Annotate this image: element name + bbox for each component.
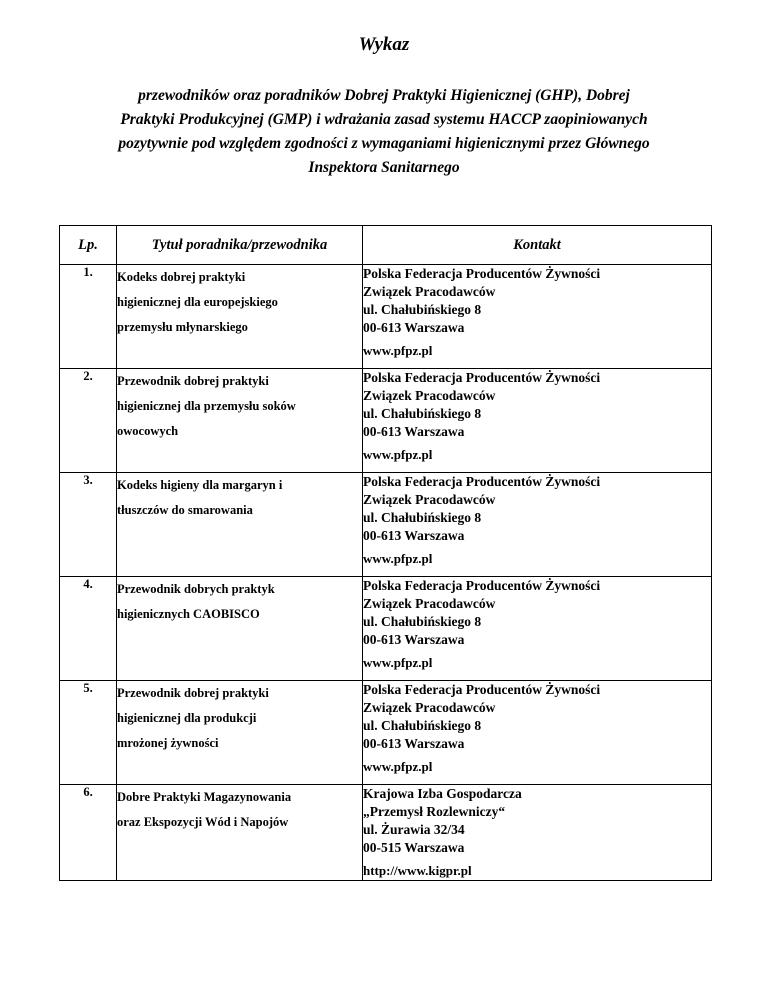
table-row — [60, 369, 712, 473]
title-line: owocowych — [117, 424, 179, 438]
table-row — [60, 785, 712, 881]
table-header-row — [60, 226, 712, 265]
contact-info — [363, 785, 712, 881]
contact-city: 00-613 Warszawa — [363, 424, 465, 439]
contact-org: Polska Federacja Producentów Żywności — [363, 578, 601, 593]
contact-website-link[interactable]: www.pfpz.pl — [363, 759, 433, 774]
title-line: oraz Ekspozycji Wód i Napojów — [117, 815, 289, 829]
contact-street: ul. Chałubińskiego 8 — [363, 510, 482, 525]
contact-city: 00-613 Warszawa — [363, 528, 465, 543]
header-title: Tytuł poradnika/przewodnika — [117, 226, 363, 265]
contact-association: Związek Pracodawców — [363, 700, 496, 715]
title-line: Kodeks higieny dla margaryn i — [117, 478, 283, 492]
header-contact: Kontakt — [363, 226, 712, 265]
title-line: Kodeks dobrej praktyki — [117, 270, 246, 284]
contact-association: Związek Pracodawców — [363, 492, 496, 507]
contact-association: Związek Pracodawców — [363, 284, 496, 299]
contact-info — [363, 369, 712, 473]
contact-street: ul. Chałubińskiego 8 — [363, 718, 482, 733]
contact-org: Polska Federacja Producentów Żywności — [363, 474, 601, 489]
contact-street: ul. Żurawia 32/34 — [363, 822, 465, 837]
contact-association: Związek Pracodawców — [363, 388, 496, 403]
contact-info — [363, 681, 712, 785]
page-subtitle — [66, 84, 702, 180]
table-row — [60, 473, 712, 577]
guide-title — [117, 785, 363, 881]
title-line: przemysłu młynarskiego — [117, 320, 248, 334]
title-line: higienicznej dla europejskiego — [117, 295, 278, 309]
page-title: Wykaz — [358, 34, 410, 55]
title-line: mrożonej żywności — [117, 736, 219, 750]
subtitle-line: przewodników oraz poradników Dobrej Praktyki Higienicznej (GHP), Dobrej — [138, 87, 630, 104]
guide-title — [117, 265, 363, 369]
contact-info — [363, 473, 712, 577]
contact-website-link[interactable]: www.pfpz.pl — [363, 655, 433, 670]
guide-title — [117, 681, 363, 785]
contact-website-link[interactable]: http://www.kigpr.pl — [363, 863, 472, 878]
guide-title — [117, 577, 363, 681]
row-number: 6. — [60, 785, 117, 881]
contact-info — [363, 577, 712, 681]
contact-street: ul. Chałubińskiego 8 — [363, 614, 482, 629]
title-line: Przewodnik dobrych praktyk — [117, 582, 275, 596]
guide-title — [117, 473, 363, 577]
contact-city: 00-613 Warszawa — [363, 736, 465, 751]
table-row — [60, 265, 712, 369]
contact-city: 00-613 Warszawa — [363, 320, 465, 335]
title-line: Przewodnik dobrej praktyki — [117, 374, 269, 388]
contact-org: Polska Federacja Producentów Żywności — [363, 370, 601, 385]
table-row — [60, 577, 712, 681]
title-line: higienicznych CAOBISCO — [117, 607, 260, 621]
contact-website-link[interactable]: www.pfpz.pl — [363, 343, 433, 358]
contact-street: ul. Chałubińskiego 8 — [363, 302, 482, 317]
contact-info — [363, 265, 712, 369]
title-line: higienicznej dla produkcji — [117, 711, 257, 725]
contact-org: Polska Federacja Producentów Żywności — [363, 266, 601, 281]
contact-association: „Przemysł Rozlewniczy“ — [363, 804, 506, 819]
row-number: 3. — [60, 473, 117, 577]
subtitle-line: Praktyki Produkcyjnej (GMP) i wdrażania zasad systemu HACCP zaopiniowanych — [120, 111, 648, 128]
row-number: 1. — [60, 265, 117, 369]
row-number: 5. — [60, 681, 117, 785]
title-line: higienicznej dla przemysłu soków — [117, 399, 296, 413]
subtitle-line: Inspektora Sanitarnego — [308, 159, 460, 176]
row-number: 2. — [60, 369, 117, 473]
contact-street: ul. Chałubińskiego 8 — [363, 406, 482, 421]
guides-table — [59, 225, 712, 881]
title-line: tłuszczów do smarowania — [117, 503, 253, 517]
contact-website-link[interactable]: www.pfpz.pl — [363, 447, 433, 462]
row-number: 4. — [60, 577, 117, 681]
contact-org: Krajowa Izba Gospodarcza — [363, 786, 522, 801]
contact-org: Polska Federacja Producentów Żywności — [363, 682, 601, 697]
table-row — [60, 681, 712, 785]
contact-city: 00-613 Warszawa — [363, 632, 465, 647]
contact-website-link[interactable]: www.pfpz.pl — [363, 551, 433, 566]
contact-city: 00-515 Warszawa — [363, 840, 465, 855]
subtitle-line: pozytywnie pod względem zgodności z wymaganiami higienicznymi przez Głównego — [118, 135, 650, 152]
header-lp: Lp. — [60, 226, 117, 265]
title-line: Przewodnik dobrej praktyki — [117, 686, 269, 700]
guide-title — [117, 369, 363, 473]
contact-association: Związek Pracodawców — [363, 596, 496, 611]
title-line: Dobre Praktyki Magazynowania — [117, 790, 292, 804]
